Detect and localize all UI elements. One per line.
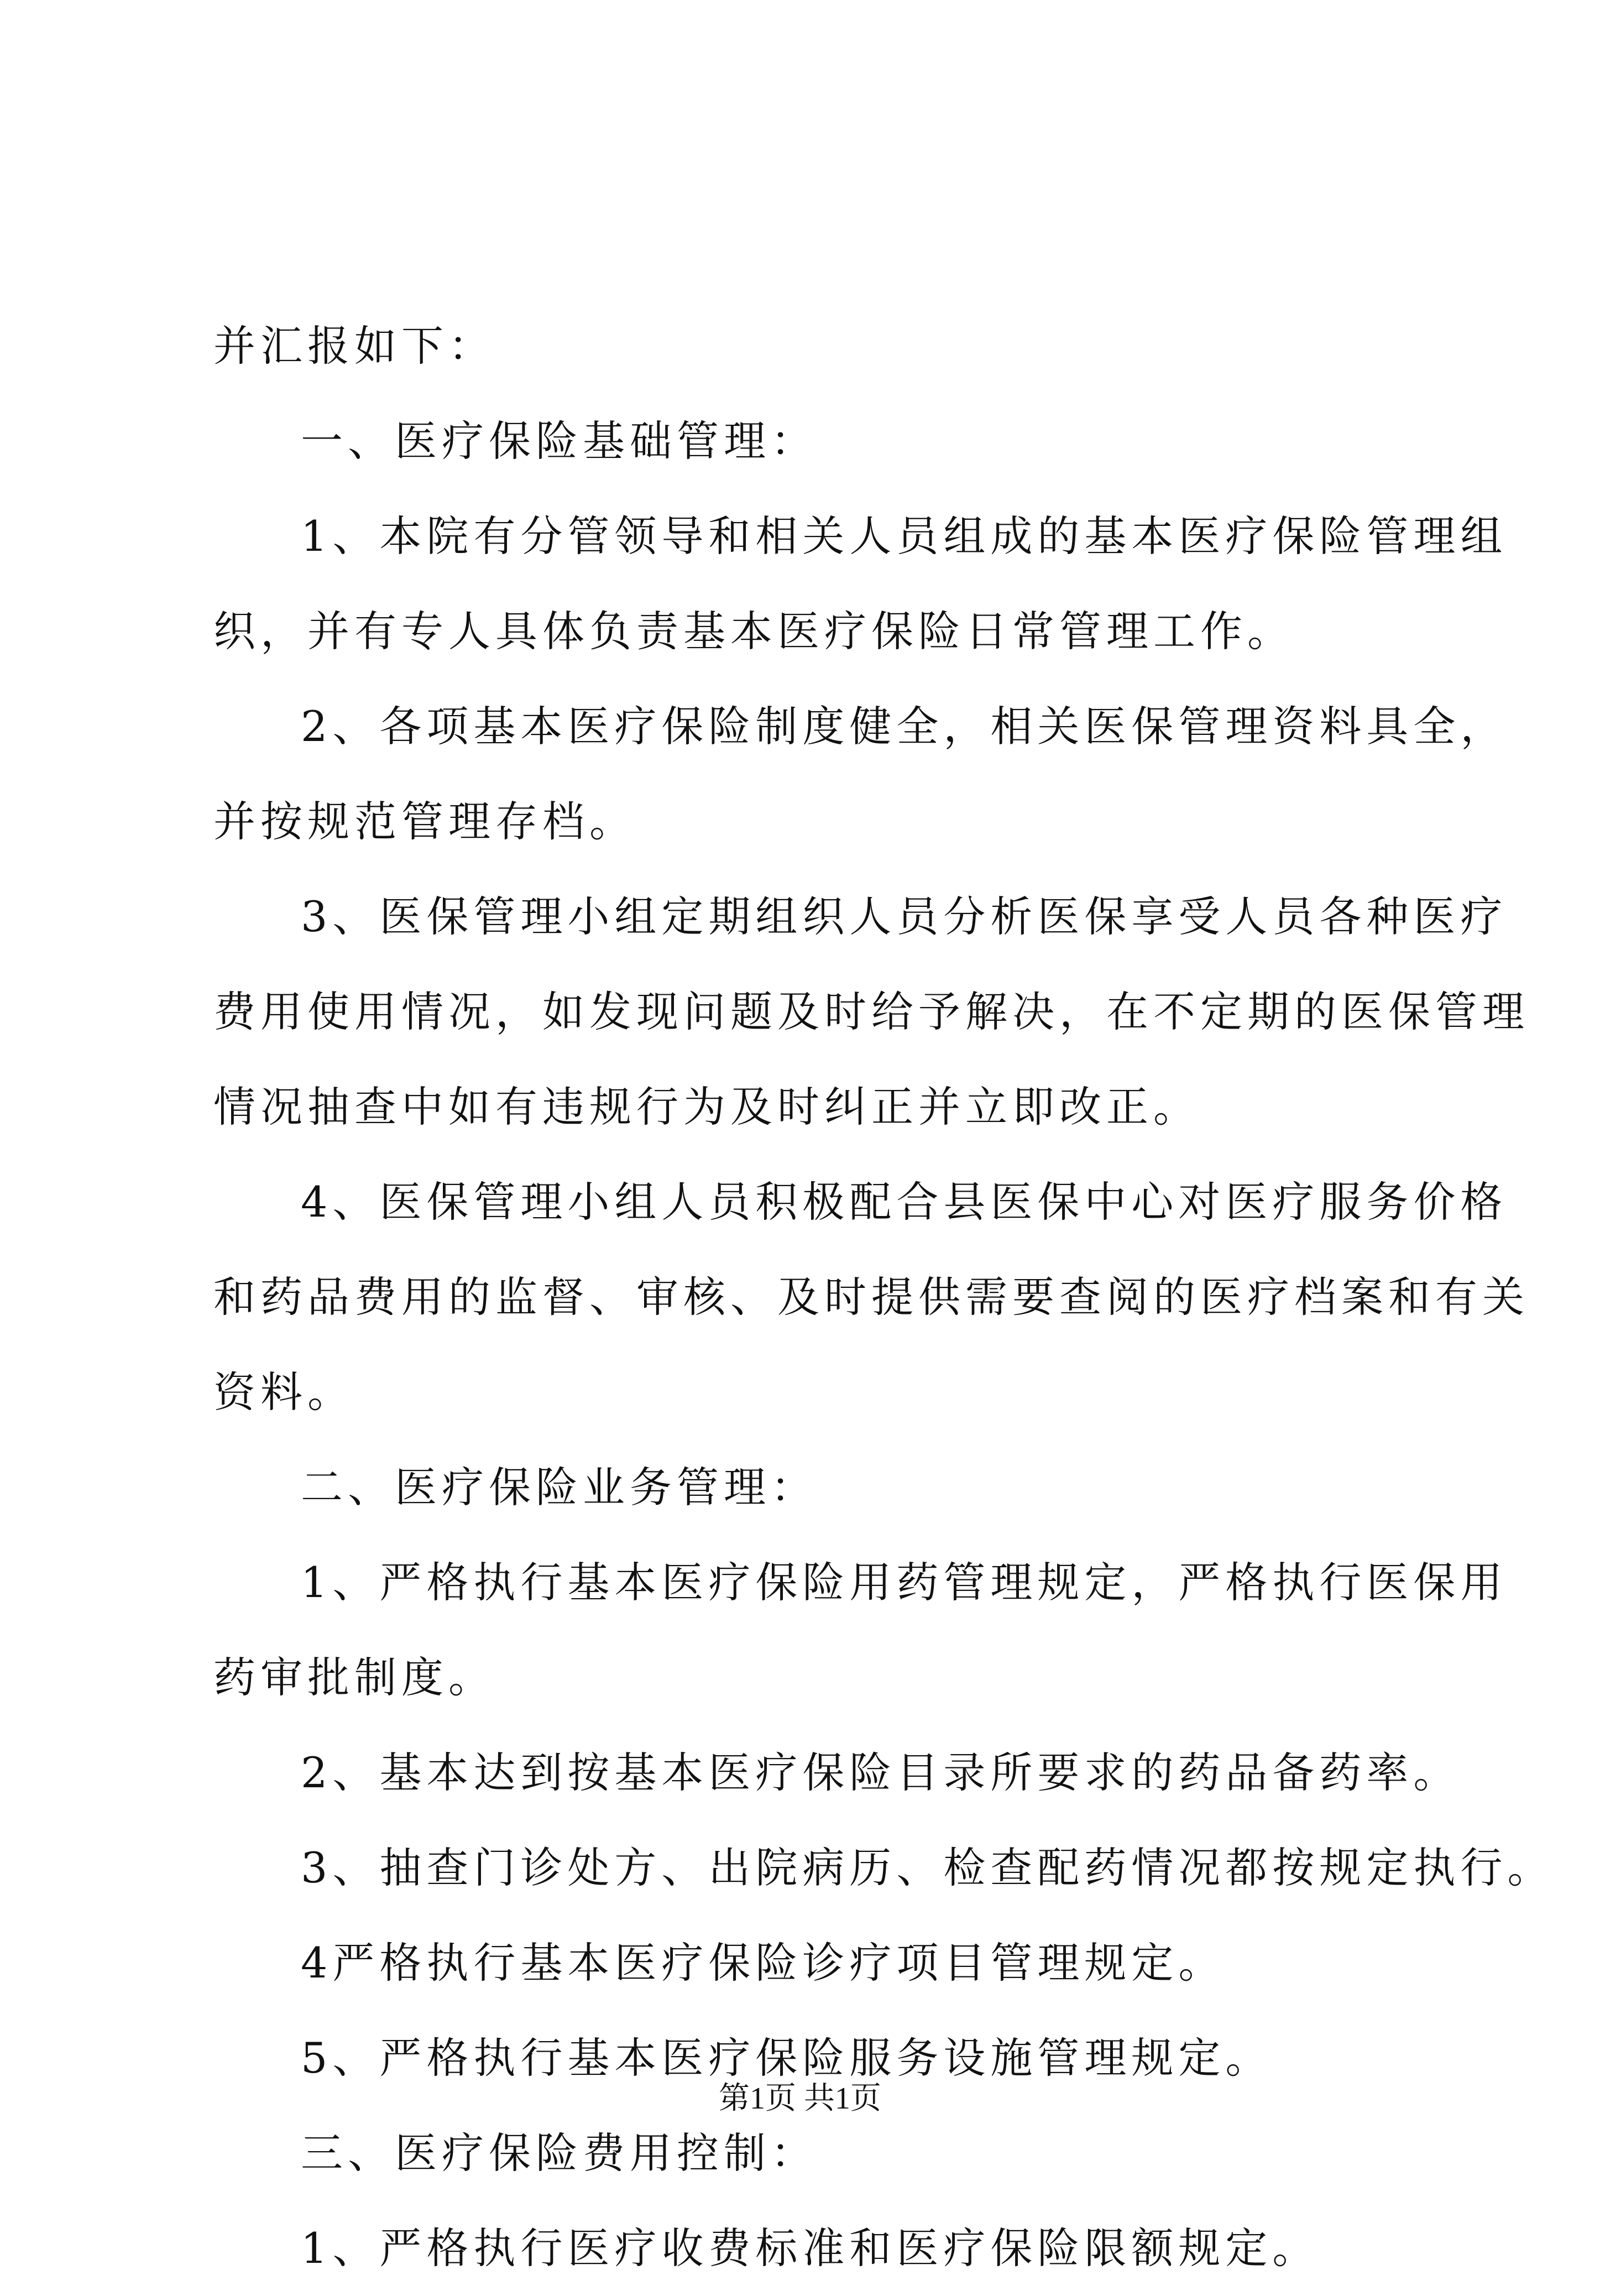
text-line: 和药品费用的监督、审核、及时提供需要查阅的医疗档案和有关 bbox=[213, 1272, 1529, 1322]
text-line: 3、抽查门诊处方、出院病历、检查配药情况都按规定执行。 bbox=[301, 1843, 1555, 1892]
text-line: 织，并有专人具体负责基本医疗保险日常管理工作。 bbox=[213, 607, 1294, 656]
document-body bbox=[213, 299, 1555, 2296]
text-line: 情况抽查中如有违规行为及时纠正并立即改正。 bbox=[213, 1082, 1200, 1131]
text-line: 2、各项基本医疗保险制度健全，相关医保管理资料具全， bbox=[301, 702, 1508, 751]
text-line: 4严格执行基本医疗保险诊疗项目管理规定。 bbox=[301, 1938, 1226, 1987]
text-line: 费用使用情况，如发现问题及时给予解决，在不定期的医保管理 bbox=[213, 987, 1529, 1036]
page-footer bbox=[0, 2079, 1600, 2118]
text-line: 1、严格执行基本医疗保险用药管理规定，严格执行医保用 bbox=[301, 1558, 1508, 1607]
text-line: 3、医保管理小组定期组织人员分析医保享受人员各种医疗 bbox=[301, 892, 1508, 941]
text-line: 并汇报如下： bbox=[213, 321, 495, 371]
section-heading: 三、医疗保险费用控制： bbox=[301, 2128, 818, 2178]
section-heading: 二、医疗保险业务管理： bbox=[301, 1463, 818, 1512]
text-line: 5、严格执行基本医疗保险服务设施管理规定。 bbox=[301, 2033, 1273, 2083]
text-line: 1、严格执行医疗收费标准和医疗保险限额规定。 bbox=[301, 2224, 1320, 2273]
page-number-label: 第1页 共1页 bbox=[719, 2081, 881, 2116]
text-line: 药审批制度。 bbox=[213, 1653, 495, 1702]
text-line: 4、医保管理小组人员积极配合县医保中心对医疗服务价格 bbox=[301, 1177, 1508, 1227]
text-line: 并按规范管理存档。 bbox=[213, 797, 636, 846]
text-line: 1、本院有分管领导和相关人员组成的基本医疗保险管理组 bbox=[301, 512, 1508, 561]
text-line: 资料。 bbox=[213, 1368, 354, 1417]
text-line: 2、基本达到按基本医疗保险目录所要求的药品备药率。 bbox=[301, 1748, 1461, 1797]
section-heading: 一、医疗保险基础管理： bbox=[301, 416, 818, 466]
